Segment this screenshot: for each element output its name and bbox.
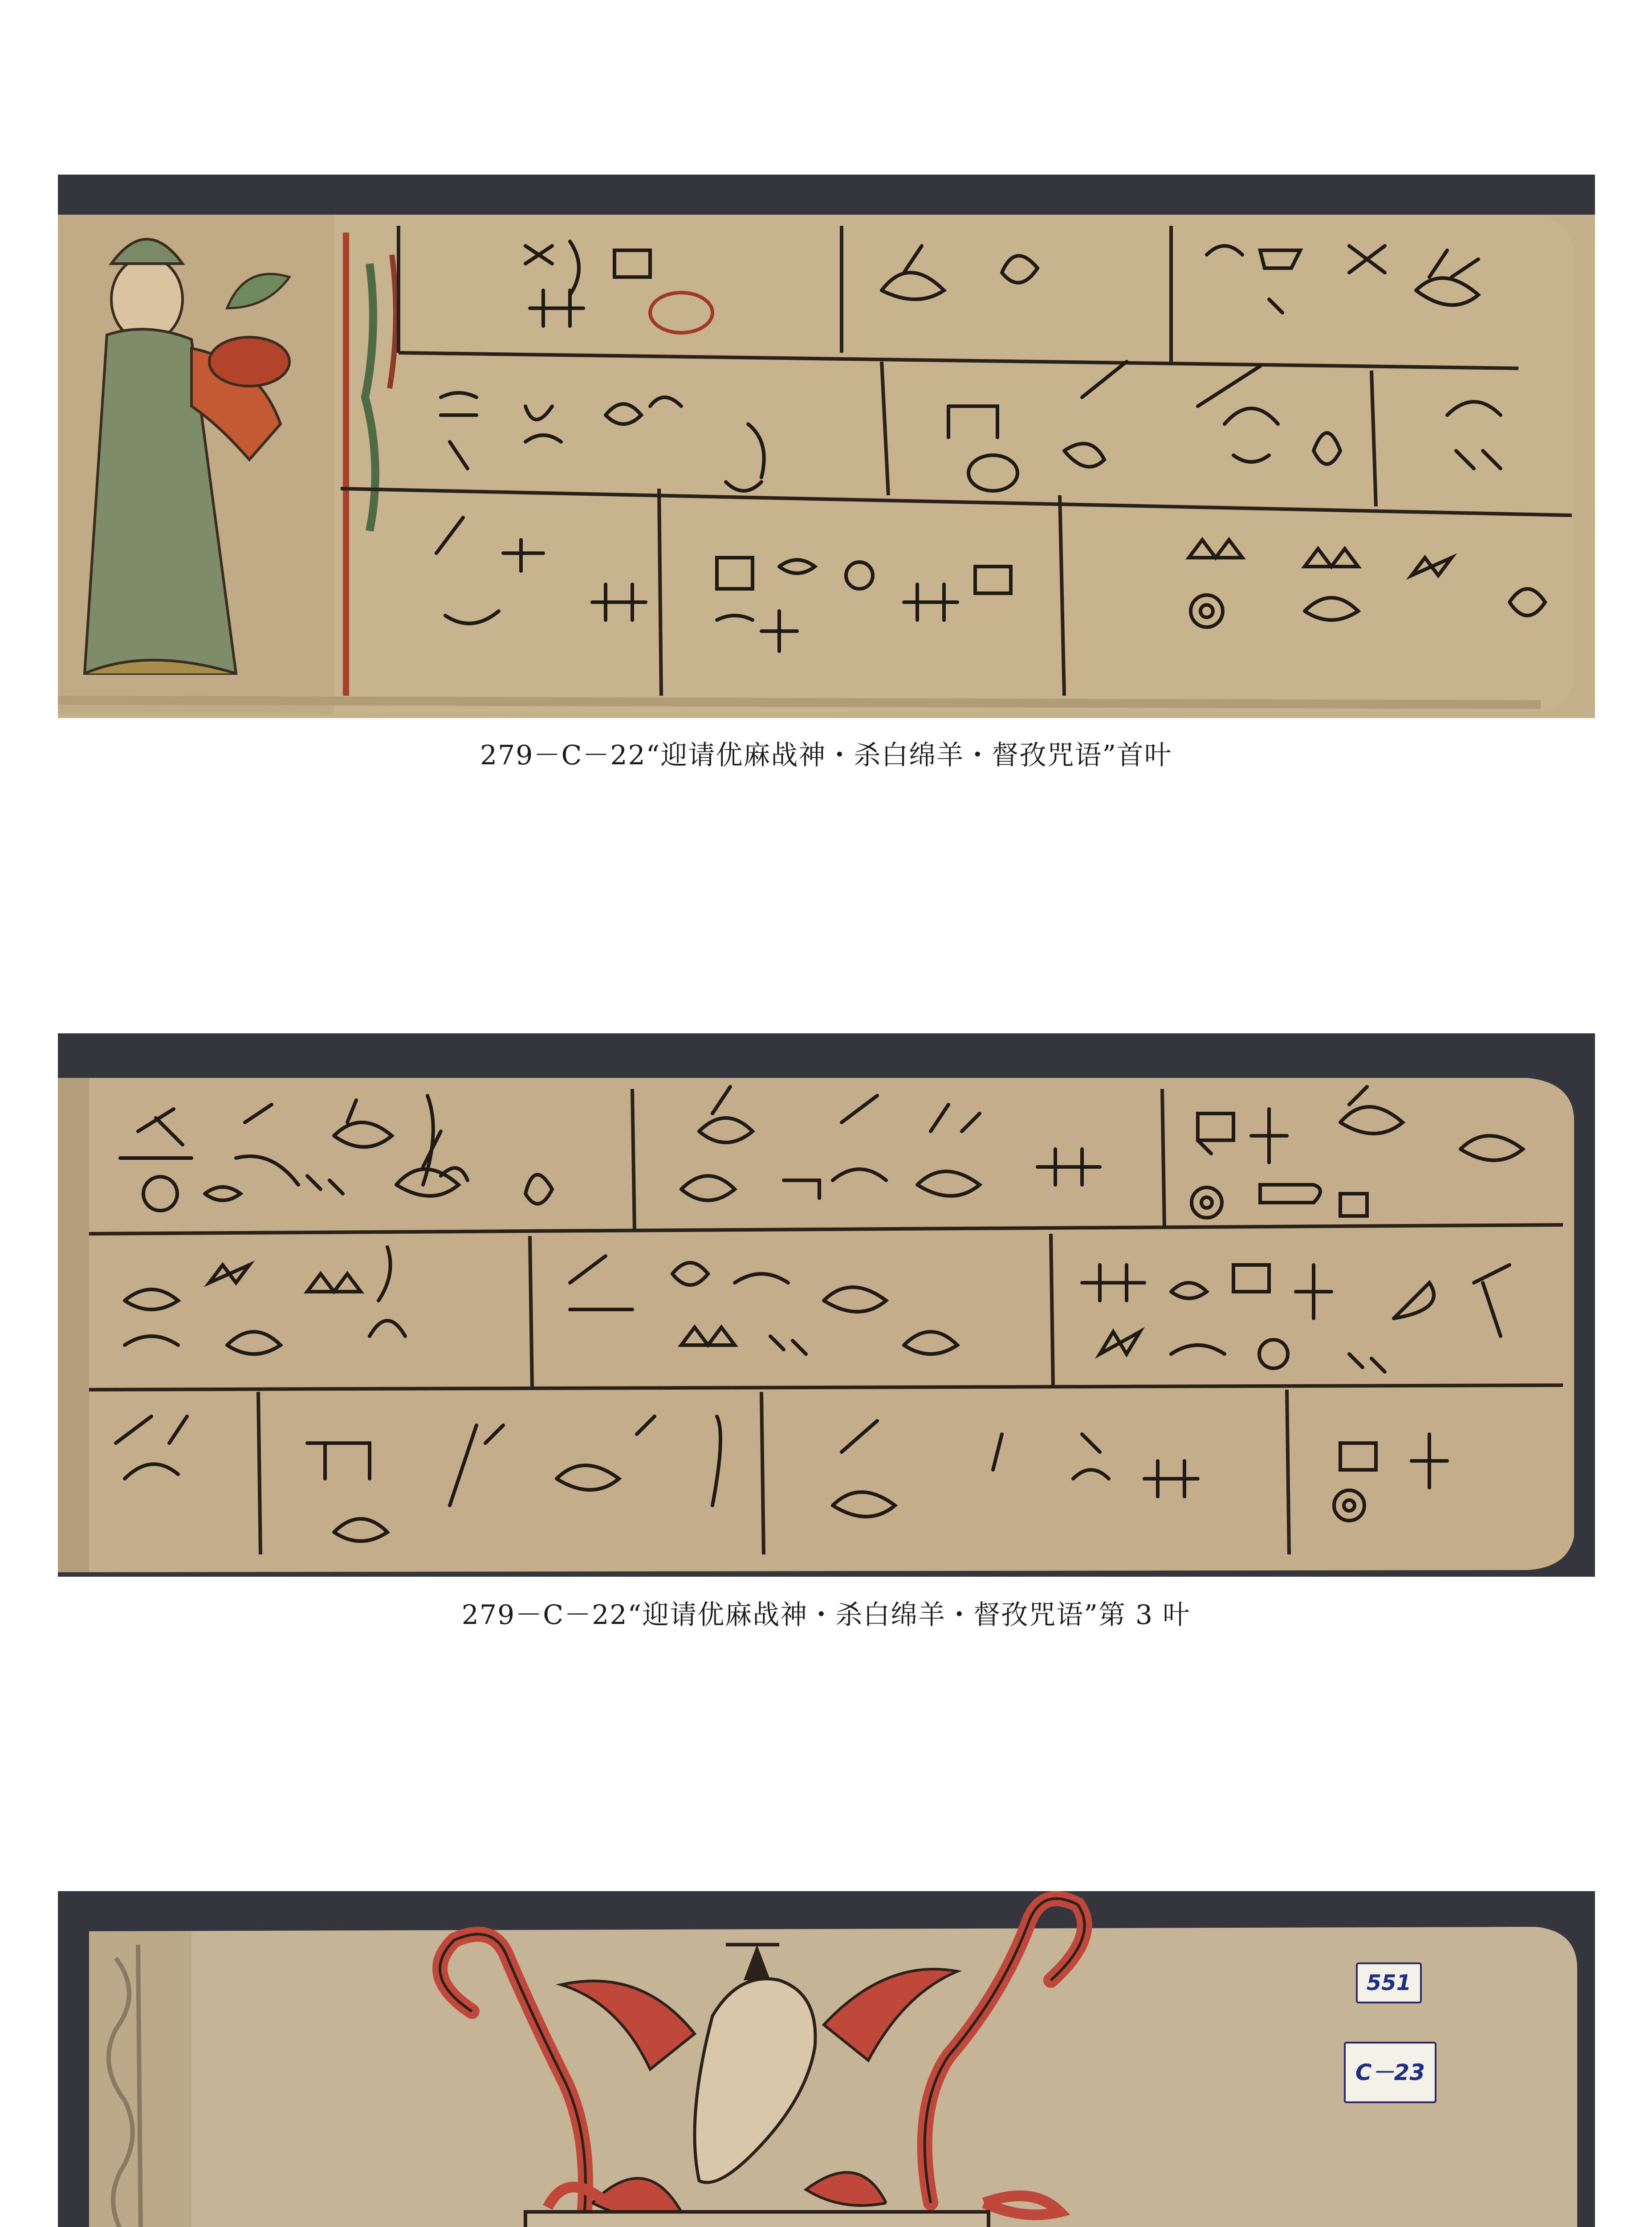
manuscript-leaf-text-illustration xyxy=(58,1033,1595,1577)
figure-caption-first-leaf: 279－C－22“迎请优麻战神・杀白绵羊・督孜咒语”首叶 xyxy=(480,740,1172,771)
catalog-number-label: 551 xyxy=(1356,1962,1422,2003)
title-cartouche xyxy=(525,2212,989,2227)
manuscript-photo-third-leaf xyxy=(58,1033,1595,1577)
catalog-code-label: C－23 xyxy=(1344,2042,1436,2103)
manuscript-leaf-illustration xyxy=(58,175,1595,718)
manuscript-photo-first-leaf xyxy=(58,175,1595,718)
figure-caption-third-leaf: 279－C－22“迎请优麻战神・杀白绵羊・督孜咒语”第 3 叶 xyxy=(461,1599,1191,1631)
manuscript-photo-cover xyxy=(58,1891,1595,2227)
leaf-paper xyxy=(58,1078,1574,1572)
